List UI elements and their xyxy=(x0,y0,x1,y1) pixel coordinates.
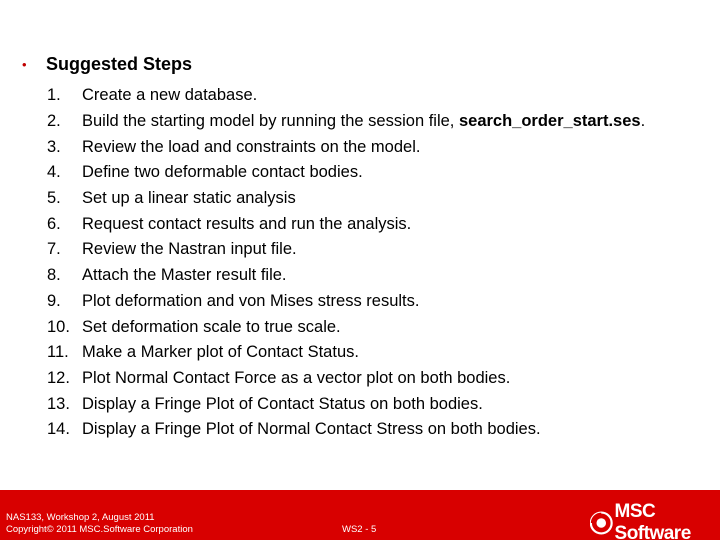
steps-list xyxy=(47,83,645,443)
slide-heading: Suggested Steps xyxy=(46,54,193,74)
step-text: Set deformation scale to true scale. xyxy=(82,317,341,336)
footer-info xyxy=(6,512,193,536)
step-text xyxy=(82,112,645,131)
step-text: Create a new database. xyxy=(82,86,258,105)
step-item xyxy=(47,160,645,186)
step-text: Set up a linear static analysis xyxy=(82,189,296,208)
step-text: Plot Normal Contact Force as a vector plot on both bodies. xyxy=(82,368,511,387)
step-item xyxy=(47,391,645,417)
footer-course-line: NAS133, Workshop 2, August 2011 xyxy=(6,512,155,523)
footer-bar xyxy=(0,490,720,544)
msc-logo-icon xyxy=(590,510,613,536)
step-text-lead: Build the starting model by running the session file, xyxy=(82,112,459,131)
step-item xyxy=(47,263,645,289)
step-item xyxy=(47,289,645,315)
step-text: Plot deformation and von Mises stress results. xyxy=(82,291,420,310)
msc-software-logo xyxy=(590,501,720,545)
step-text: Display a Fringe Plot of Contact Status on both bodies. xyxy=(82,394,483,413)
step-item xyxy=(47,109,645,135)
step-item xyxy=(47,83,645,109)
step-number: 14. xyxy=(47,420,70,439)
step-item xyxy=(47,237,645,263)
step-number: 11. xyxy=(47,343,69,362)
step-number: 1. xyxy=(47,86,61,105)
step-number: 7. xyxy=(47,240,61,259)
step-number: 2. xyxy=(47,112,61,131)
step-item xyxy=(47,211,645,237)
step-number: 13. xyxy=(47,394,70,413)
footer-copyright-line: Copyright© 2011 MSC.Software Corporation xyxy=(6,524,193,535)
step-text: Request contact results and run the analysis. xyxy=(82,214,412,233)
step-number: 3. xyxy=(47,137,61,156)
step-item xyxy=(47,186,645,212)
step-number: 6. xyxy=(47,214,61,233)
step-number: 5. xyxy=(47,189,61,208)
heading-row xyxy=(22,54,192,75)
step-item xyxy=(47,417,645,443)
step-number: 8. xyxy=(47,266,61,285)
logo-text: MSC Software xyxy=(614,501,691,544)
step-text: Review the Nastran input file. xyxy=(82,240,297,259)
step-number: 4. xyxy=(47,163,61,182)
step-text: Attach the Master result file. xyxy=(82,266,287,285)
step-text-tail: . xyxy=(640,112,646,131)
step-text: Review the load and constraints on the model. xyxy=(82,137,421,156)
step-item xyxy=(47,366,645,392)
page-number: WS2 - 5 xyxy=(342,524,377,535)
step-item xyxy=(47,340,645,366)
bullet-icon: • xyxy=(22,57,27,72)
step-text: Define two deformable contact bodies. xyxy=(82,163,363,182)
step-item xyxy=(47,314,645,340)
step-number: 12. xyxy=(47,368,70,387)
session-file-name: search_order_start.ses xyxy=(458,112,641,131)
step-text: Make a Marker plot of Contact Status. xyxy=(82,343,359,362)
step-text: Display a Fringe Plot of Normal Contact Stress on both bodies. xyxy=(82,420,541,439)
step-number: 10. xyxy=(47,317,70,336)
step-item xyxy=(47,134,645,160)
step-number: 9. xyxy=(47,291,61,310)
